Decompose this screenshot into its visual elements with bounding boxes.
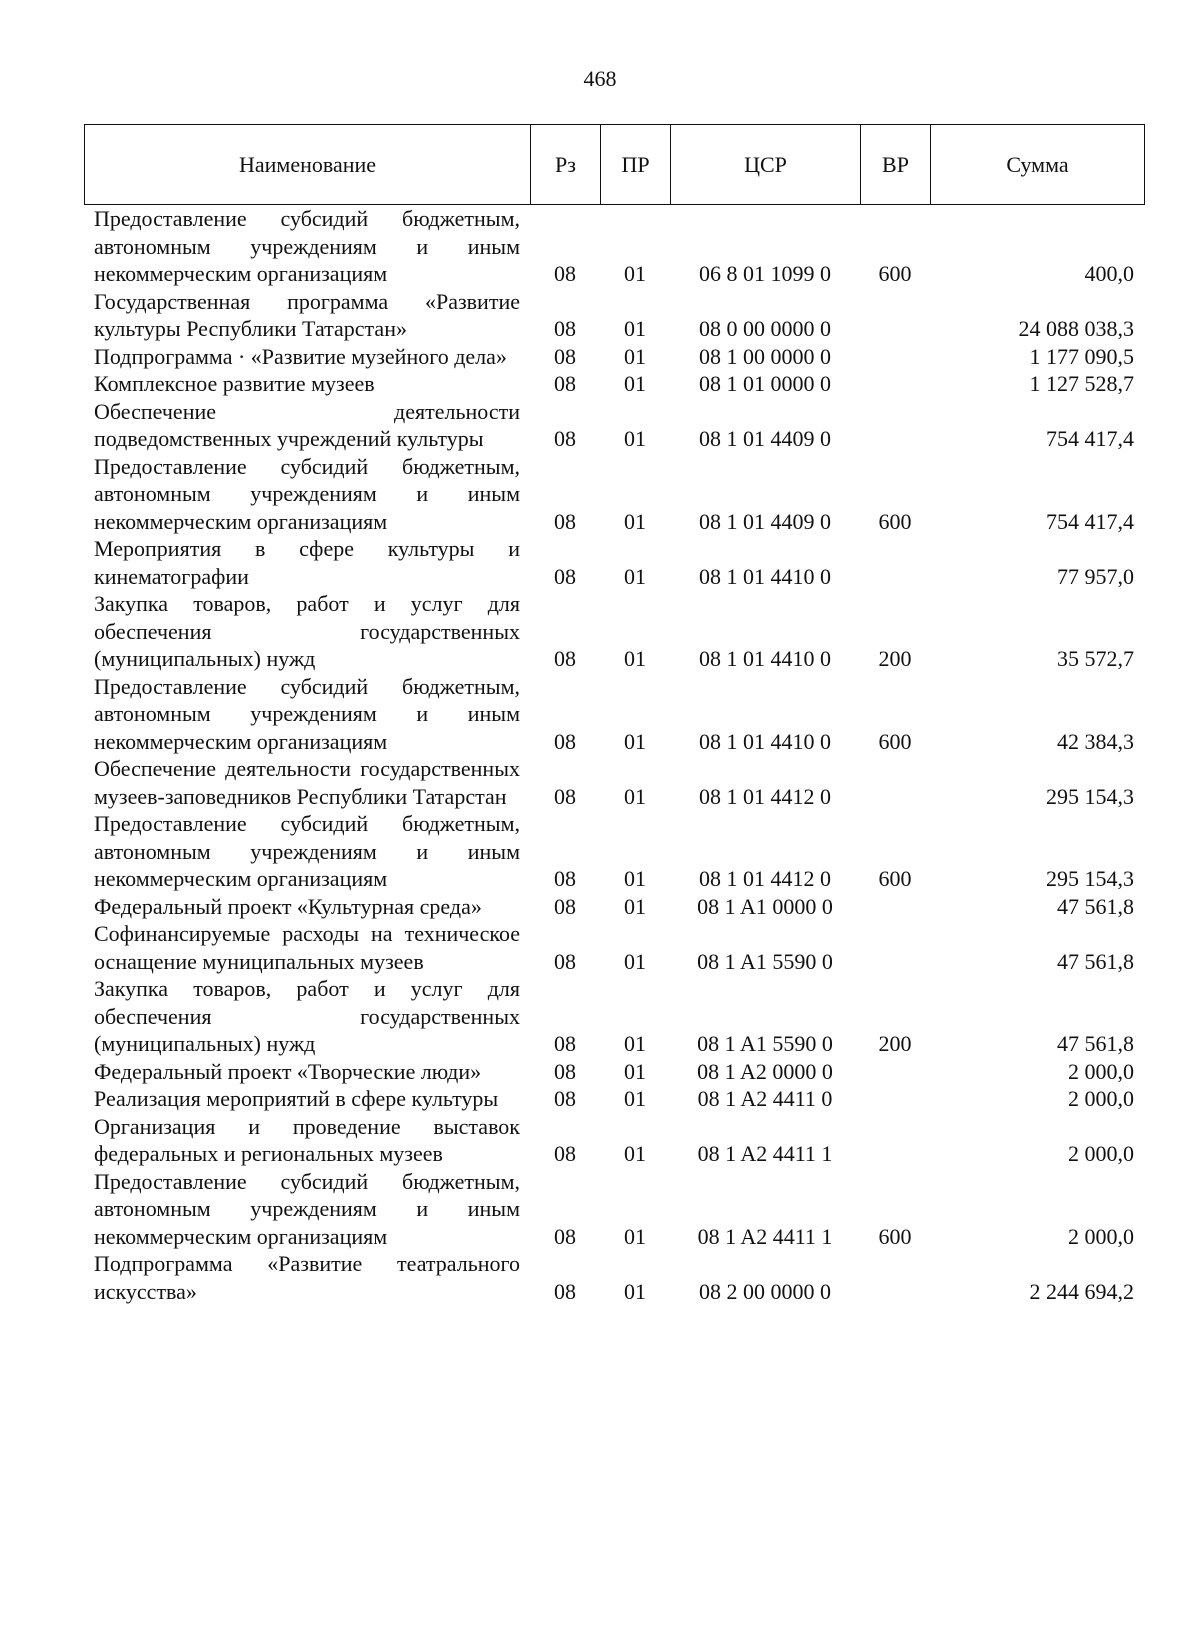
cell-sum: 47 561,8 xyxy=(1057,1031,1134,1056)
cell-sum: 2 000,0 xyxy=(1068,1223,1134,1249)
cell-rz: 08 xyxy=(554,866,576,891)
cell-csr: 08 1 A2 4411 0 xyxy=(697,1086,833,1111)
cell-vr xyxy=(860,370,930,398)
cell-pr: 01 xyxy=(624,1031,646,1056)
cell-csr: 08 1 A1 5590 0 xyxy=(697,1031,833,1056)
cell-csr: 08 1 A2 4411 1 xyxy=(697,1223,833,1249)
cell-sum: 295 154,3 xyxy=(1046,866,1134,891)
cell-name: Комплексное развитие музеев xyxy=(94,371,375,396)
cell-csr: 08 1 01 4409 0 xyxy=(699,426,831,451)
cell-pr: 01 xyxy=(624,1086,646,1111)
cell-name: Организация и проведение выставок федеральных и региональных музеев xyxy=(94,1113,520,1166)
cell-vr xyxy=(860,1250,930,1305)
table-row xyxy=(84,1058,1144,1086)
cell-name: Предоставление субсидий бюджетным, автономным учреждениям и иным некоммерческим организациям xyxy=(94,673,520,754)
table-row xyxy=(84,755,1144,810)
cell-vr: 600 xyxy=(878,261,912,286)
cell-csr: 08 0 00 0000 0 xyxy=(699,316,831,341)
table-row xyxy=(84,535,1144,590)
table-row xyxy=(84,893,1144,921)
cell-vr: 200 xyxy=(878,1031,912,1056)
cell-csr: 08 1 01 0000 0 xyxy=(699,371,831,396)
table-row xyxy=(84,288,1144,343)
cell-rz: 08 xyxy=(554,1058,576,1084)
table-row xyxy=(84,1250,1144,1305)
cell-rz: 08 xyxy=(554,1031,576,1056)
table-row xyxy=(84,810,1144,893)
cell-rz: 08 xyxy=(554,646,576,671)
cell-pr: 01 xyxy=(624,866,646,891)
cell-sum: 2 000,0 xyxy=(1068,1086,1134,1111)
cell-csr: 08 1 A2 4411 1 xyxy=(697,1141,833,1166)
cell-rz: 08 xyxy=(554,343,576,369)
table-row xyxy=(84,205,1144,288)
table-row xyxy=(84,975,1144,1058)
cell-pr: 01 xyxy=(624,948,646,974)
cell-csr: 08 1 A1 5590 0 xyxy=(697,948,833,974)
cell-name: Закупка товаров, работ и услуг для обеспечения государственных (муниципальных) нужд xyxy=(94,591,520,671)
table-row xyxy=(84,1085,1144,1113)
cell-vr xyxy=(860,1058,930,1086)
table-header xyxy=(84,124,1145,205)
cell-csr: 08 1 01 4410 0 xyxy=(699,646,831,671)
cell-pr: 01 xyxy=(624,426,646,451)
cell-sum: 295 154,3 xyxy=(1046,783,1134,809)
table-row xyxy=(84,370,1144,398)
cell-name: Государственная программа «Развитие культуры Республики Татарстан» xyxy=(94,288,520,341)
cell-name: Предоставление субсидий бюджетным, автономным учреждениям и иным некоммерческим организациям xyxy=(94,1168,520,1249)
cell-pr: 01 xyxy=(624,1278,646,1304)
cell-vr xyxy=(860,343,930,371)
cell-pr: 01 xyxy=(624,1058,646,1084)
cell-csr: 08 1 01 4410 0 xyxy=(699,563,831,589)
header-csr: ЦСР xyxy=(671,125,861,205)
cell-vr: 600 xyxy=(878,728,912,754)
cell-vr xyxy=(860,398,930,453)
cell-vr: 600 xyxy=(878,1223,912,1249)
cell-sum: 2 000,0 xyxy=(1068,1141,1134,1166)
cell-vr xyxy=(860,288,930,343)
cell-rz: 08 xyxy=(554,948,576,974)
cell-name: Предоставление субсидий бюджетным, автономным учреждениям и иным некоммерческим организациям xyxy=(94,206,520,286)
table-row xyxy=(84,590,1144,673)
cell-vr xyxy=(860,1085,930,1113)
cell-sum: 77 957,0 xyxy=(1057,563,1134,589)
cell-rz: 08 xyxy=(554,1086,576,1111)
cell-pr: 01 xyxy=(624,261,646,286)
cell-pr: 01 xyxy=(624,728,646,754)
cell-rz: 08 xyxy=(554,893,576,919)
cell-vr: 200 xyxy=(878,646,912,671)
table-row xyxy=(84,1113,1144,1168)
budget-table xyxy=(84,205,1144,1305)
cell-sum: 400,0 xyxy=(1084,261,1134,286)
cell-csr: 08 1 01 4412 0 xyxy=(699,866,831,891)
cell-vr xyxy=(860,535,930,590)
cell-name: Обеспечение деятельности подведомственных учреждений культуры xyxy=(94,398,520,451)
cell-vr xyxy=(860,755,930,810)
cell-pr: 01 xyxy=(624,563,646,589)
cell-sum: 47 561,8 xyxy=(1057,893,1134,919)
cell-pr: 01 xyxy=(624,343,646,369)
cell-sum: 24 088 038,3 xyxy=(1018,316,1134,341)
cell-name: Предоставление субсидий бюджетным, автономным учреждениям и иным некоммерческим организациям xyxy=(94,811,520,891)
header-name: Наименование xyxy=(85,125,531,205)
cell-csr: 08 1 A2 0000 0 xyxy=(697,1058,833,1084)
table-row xyxy=(84,343,1144,371)
cell-rz: 08 xyxy=(554,1223,576,1249)
cell-name: Софинансируемые расходы на техническое оснащение муниципальных музеев xyxy=(94,921,520,974)
cell-vr xyxy=(860,920,930,975)
cell-name: Предоставление субсидий бюджетным, автономным учреждениям и иным некоммерческим организациям xyxy=(94,453,520,534)
cell-rz: 08 xyxy=(554,371,576,396)
header-sum: Сумма xyxy=(931,125,1145,205)
cell-pr: 01 xyxy=(624,646,646,671)
header-rz: Рз xyxy=(531,125,601,205)
cell-rz: 08 xyxy=(554,426,576,451)
cell-csr: 08 1 01 4409 0 xyxy=(699,508,831,534)
table-row xyxy=(84,920,1144,975)
cell-csr: 08 1 A1 0000 0 xyxy=(697,893,833,919)
table-row xyxy=(84,673,1144,756)
cell-name: Подпрограмма · «Развитие музейного дела» xyxy=(94,343,507,369)
cell-sum: 1 127 528,7 xyxy=(1029,371,1134,396)
cell-vr xyxy=(860,893,930,921)
page-number: 468 xyxy=(583,66,617,91)
cell-rz: 08 xyxy=(554,783,576,809)
table-row xyxy=(84,453,1144,536)
cell-sum: 35 572,7 xyxy=(1057,646,1134,671)
cell-rz: 08 xyxy=(554,508,576,534)
cell-sum: 2 244 694,2 xyxy=(1029,1278,1134,1304)
cell-sum: 2 000,0 xyxy=(1068,1058,1134,1084)
cell-vr: 600 xyxy=(878,508,912,534)
cell-pr: 01 xyxy=(624,783,646,809)
table-row xyxy=(84,398,1144,453)
cell-rz: 08 xyxy=(554,261,576,286)
cell-name: Мероприятия в сфере культуры и кинематографии xyxy=(94,536,520,589)
cell-csr: 08 1 01 4412 0 xyxy=(699,783,831,809)
cell-pr: 01 xyxy=(624,1141,646,1166)
cell-sum: 42 384,3 xyxy=(1057,728,1134,754)
cell-name: Обеспечение деятельности государственных музеев-заповедников Республики Татарстан xyxy=(94,756,520,809)
cell-vr: 600 xyxy=(878,866,912,891)
cell-name: Федеральный проект «Культурная среда» xyxy=(94,893,482,919)
cell-rz: 08 xyxy=(554,563,576,589)
cell-name: Закупка товаров, работ и услуг для обеспечения государственных (муниципальных) нужд xyxy=(94,976,520,1056)
cell-rz: 08 xyxy=(554,1141,576,1166)
cell-name: Реализация мероприятий в сфере культуры xyxy=(94,1086,499,1111)
cell-vr xyxy=(860,1113,930,1168)
header-pr: ПР xyxy=(601,125,671,205)
cell-csr: 08 1 00 0000 0 xyxy=(699,343,831,369)
cell-csr: 08 1 01 4410 0 xyxy=(699,728,831,754)
cell-pr: 01 xyxy=(624,893,646,919)
header-vr: ВР xyxy=(861,125,931,205)
cell-sum: 754 417,4 xyxy=(1046,426,1134,451)
cell-name: Подпрограмма «Развитие театрального искусства» xyxy=(94,1251,520,1304)
cell-pr: 01 xyxy=(624,371,646,396)
cell-name: Федеральный проект «Творческие люди» xyxy=(94,1058,482,1084)
cell-sum: 754 417,4 xyxy=(1046,508,1134,534)
cell-csr: 08 2 00 0000 0 xyxy=(699,1278,831,1304)
cell-rz: 08 xyxy=(554,1278,576,1304)
table-row xyxy=(84,1168,1144,1251)
cell-pr: 01 xyxy=(624,1223,646,1249)
cell-pr: 01 xyxy=(624,316,646,341)
cell-rz: 08 xyxy=(554,316,576,341)
cell-sum: 1 177 090,5 xyxy=(1029,343,1134,369)
cell-sum: 47 561,8 xyxy=(1057,948,1134,974)
cell-rz: 08 xyxy=(554,728,576,754)
cell-pr: 01 xyxy=(624,508,646,534)
cell-csr: 06 8 01 1099 0 xyxy=(699,261,831,286)
